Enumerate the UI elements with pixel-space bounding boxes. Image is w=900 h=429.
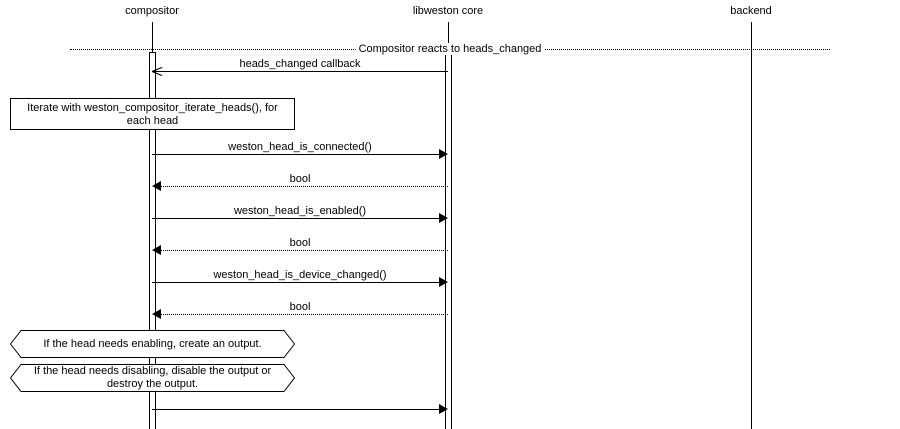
activation-libweston-core <box>445 52 452 429</box>
lifeline-label-backend: backend <box>730 5 772 17</box>
message-line-weston-head-is-enabled <box>152 218 439 219</box>
fragment-head-needs-disabling <box>10 364 295 392</box>
arrowhead-filled-right-icon <box>439 277 448 287</box>
lifeline-label-compositor: compositor <box>125 5 179 17</box>
message-line-final <box>152 409 439 410</box>
arrowhead-filled-left-icon <box>152 181 161 191</box>
message-line-weston-head-is-device-changed <box>152 282 439 283</box>
message-label-weston-head-is-connected: weston_head_is_connected() <box>228 141 372 153</box>
arrowhead-open-left-icon <box>152 66 162 76</box>
arrowhead-filled-left-icon <box>152 309 161 319</box>
separator-label: Compositor reacts to heads_changed <box>356 43 545 55</box>
message-line-bool-3 <box>161 314 448 315</box>
note-iterate-heads: Iterate with weston_compositor_iterate_heads(), for each head <box>10 98 295 130</box>
message-line-bool-1 <box>161 186 448 187</box>
message-line-bool-2 <box>161 250 448 251</box>
message-label-weston-head-is-device-changed: weston_head_is_device_changed() <box>213 269 387 281</box>
fragment-head-needs-enabling <box>10 330 295 358</box>
fragment-label: If the head needs enabling, create an output. <box>43 337 262 350</box>
message-line-weston-head-is-connected <box>152 154 439 155</box>
arrowhead-filled-right-icon <box>439 213 448 223</box>
message-label-bool-3: bool <box>289 301 311 313</box>
message-label-bool-1: bool <box>289 173 311 185</box>
message-label-bool-2: bool <box>289 237 311 249</box>
arrowhead-filled-left-icon <box>152 245 161 255</box>
message-line-heads-changed-callback <box>152 71 448 72</box>
lifeline-label-libweston-core: libweston core <box>412 5 484 17</box>
arrowhead-filled-right-icon <box>439 149 448 159</box>
lifeline-backend <box>751 22 752 429</box>
message-label-heads-changed-callback: heads_changed callback <box>239 58 361 70</box>
arrowhead-filled-right-icon <box>439 404 448 414</box>
fragment-label: If the head needs disabling, disable the output or destroy the output. <box>33 365 272 390</box>
message-label-weston-head-is-enabled: weston_head_is_enabled() <box>233 205 367 217</box>
